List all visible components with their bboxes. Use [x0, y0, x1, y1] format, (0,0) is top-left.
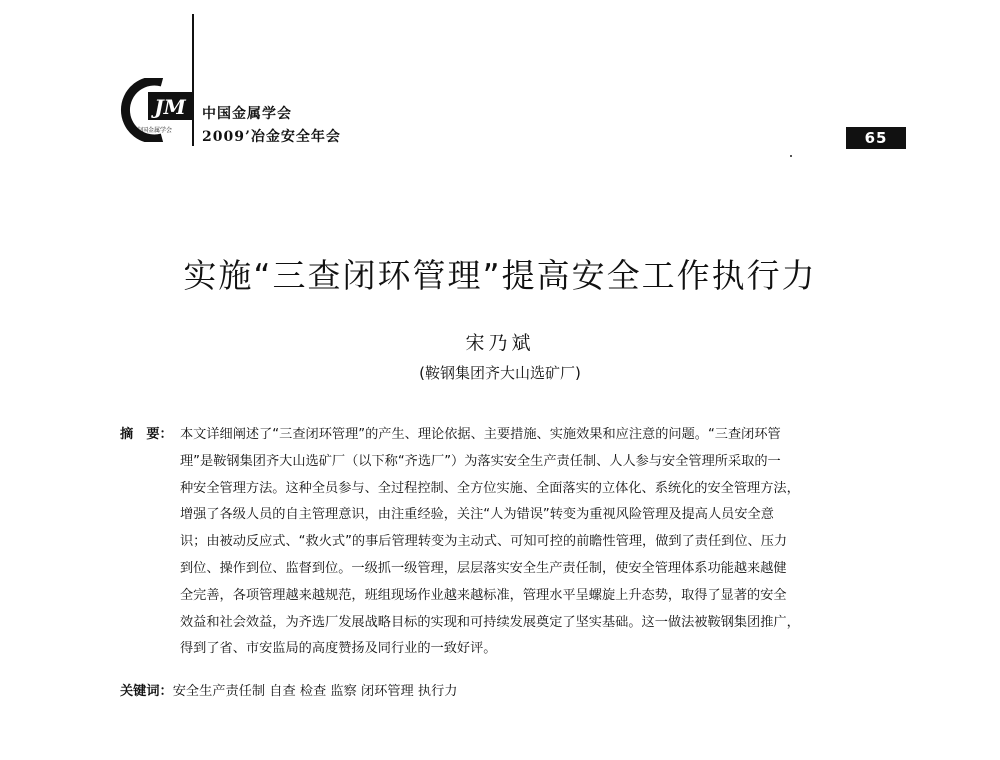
logo-text: JM: [154, 95, 186, 119]
author-name: 宋乃斌: [465, 332, 535, 354]
keywords-label: 关键词：: [120, 684, 173, 699]
keywords-text: 安全生产责任制 自查 检查 监察 闭环管理 执行力: [172, 684, 458, 699]
author-affiliation: (鞍钢集团齐大山选矿厂): [419, 364, 581, 382]
abstract-line: 理”是鞍钢集团齐大山选矿厂（以下称“齐选厂”）为落实安全生产责任制、人人参与安全管理所采取的一: [180, 453, 781, 469]
society-logo: [118, 78, 196, 142]
conference-name: 2009’冶金安全年会: [202, 129, 341, 145]
keywords: [120, 680, 900, 699]
logo-ring-text: 中国金属学会: [135, 127, 173, 134]
abstract-line: 效益和社会效益，为齐选厂发展战略目标的实现和可持续发展奠定了坚实基础。这一做法被鞍钢集团推广，: [180, 614, 800, 630]
org-name: 中国金属学会: [202, 106, 292, 122]
header-divider: [192, 14, 194, 146]
article-title: 实施“三查闭环管理”提高安全工作执行力: [183, 256, 817, 295]
page-number: 65: [846, 127, 906, 149]
abstract-line: 本文详细阐述了“三查闭环管理”的产生、理论依据、主要措施、实施效果和应注意的问题。“三查闭环管: [180, 427, 781, 442]
abstract-line: 得到了省、市安监局的高度赞扬及同行业的一致好评。: [180, 641, 497, 657]
header-org-block: [202, 103, 341, 149]
page-header: [0, 0, 1000, 170]
abstract-line: 全完善，各项管理越来越规范，班组现场作业越来越标准，管理水平呈螺旋上升态势，取得了显著的安全: [180, 587, 787, 603]
abstract-label: 摘 要：: [120, 427, 173, 442]
abstract-line: 种安全管理方法。这种全员参与、全过程控制、全方位实施、全面落实的立体化、系统化的安全管理方法，: [180, 480, 800, 496]
scan-speck: [790, 155, 792, 157]
abstract-line: 增强了各级人员的自主管理意识，由注重经验，关注“人为错误”转变为重视风险管理及提高人员安全意: [180, 507, 774, 523]
abstract-line: 识；由被动反应式、“救火式”的事后管理转变为主动式、可知可控的前瞻性管理，做到了责任到位、压力: [180, 534, 788, 550]
abstract-line: 到位、操作到位、监督到位。一级抓一级管理，层层落实安全生产责任制，使安全管理体系功能越来越健: [180, 561, 787, 576]
